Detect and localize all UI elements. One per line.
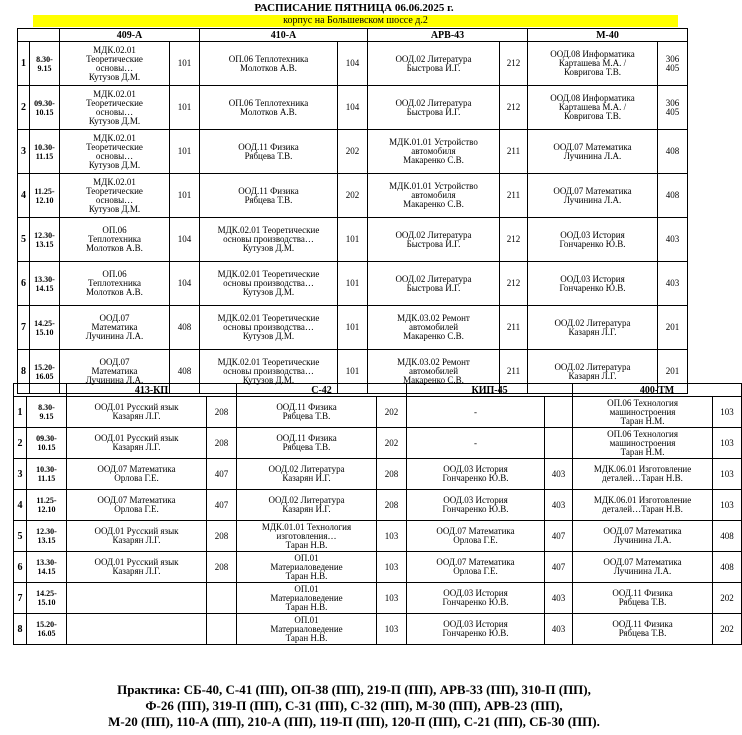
lesson-subject <box>60 130 170 174</box>
subject-text: - <box>474 406 478 417</box>
lesson-subject <box>67 614 207 645</box>
lesson-subject <box>60 42 170 86</box>
subject-text: ООД.01 Русский язык Казарян Л.Г. <box>94 433 179 452</box>
lesson-subject <box>573 583 713 614</box>
lesson-subject <box>200 42 338 86</box>
table-row <box>14 459 742 490</box>
subject-text: ООД.02 Литература Казарян И.Г. <box>268 464 345 483</box>
lesson-subject <box>368 86 500 130</box>
subject-text: ОП.06 Теплотехника Молотков А.В. <box>86 269 143 297</box>
lesson-number: 5 <box>18 218 30 262</box>
lesson-number: 8 <box>14 614 27 645</box>
room-number: 407 <box>545 552 573 583</box>
room-number <box>207 614 237 645</box>
room-number: 104 <box>338 42 368 86</box>
room-number: 306 405 <box>658 42 688 86</box>
room-number: 403 <box>658 262 688 306</box>
room-number: 212 <box>500 42 528 86</box>
subject-text: ООД.03 История Гончаренко Ю.В. <box>442 495 509 514</box>
subject-text: МДК.02.01 Теоретические основы производства… Кутузов Д.М. <box>217 313 320 341</box>
room-number: 202 <box>377 397 407 428</box>
subject-text: - <box>474 437 478 448</box>
lesson-subject <box>237 614 377 645</box>
lesson-subject <box>60 218 170 262</box>
lesson-time: 10.30- 11.15 <box>27 459 67 490</box>
lesson-subject <box>200 130 338 174</box>
lesson-time: 13.30- 14.15 <box>27 552 67 583</box>
lesson-time: 13.30- 14.15 <box>30 262 60 306</box>
room-number: 208 <box>207 552 237 583</box>
table-row <box>18 130 688 174</box>
subject-text: ООД.08 Информатика Карташева М.А. / Ковригова Т.В. <box>550 49 635 77</box>
room-number: 103 <box>377 583 407 614</box>
practice-line: Практика: СБ-40, С-41 (ПП), ОП-38 (ПП), 219-П (ПП), АРВ-33 (ПП), 310-П (ПП), <box>117 682 591 697</box>
lesson-subject <box>67 521 207 552</box>
subject-text: ООД.03 История Гончаренко Ю.В. <box>559 273 626 293</box>
table-row <box>18 86 688 130</box>
lesson-subject <box>573 552 713 583</box>
subject-text: МДК.02.01 Теоретические основы производства… Кутузов Д.М. <box>217 269 320 297</box>
lesson-subject <box>407 614 545 645</box>
room-number: 403 <box>545 490 573 521</box>
practice-line: М-20 (ПП), 110-А (ПП), 210-А (ПП), 119-П (ПП), 120-П (ПП), С-21 (ПП), СБ-30 (ПП). <box>108 714 600 729</box>
lesson-number: 6 <box>18 262 30 306</box>
group-header: 413-КП <box>67 384 237 397</box>
lesson-number: 4 <box>14 490 27 521</box>
lesson-subject <box>573 490 713 521</box>
room-number: 306 405 <box>658 86 688 130</box>
lesson-subject <box>67 552 207 583</box>
header-row <box>18 29 688 42</box>
lesson-time: 8.30- 9.15 <box>30 42 60 86</box>
subject-text: ООД.03 История Гончаренко Ю.В. <box>442 588 509 607</box>
lesson-number: 7 <box>14 583 27 614</box>
room-number: 211 <box>500 306 528 350</box>
lesson-time: 11.25- 12.10 <box>30 174 60 218</box>
lesson-subject <box>528 262 658 306</box>
room-number: 208 <box>207 428 237 459</box>
lesson-subject <box>60 174 170 218</box>
room-number: 101 <box>170 174 200 218</box>
subject-text: ООД.07 Математика Орлова Г.Е. <box>97 464 176 483</box>
lesson-time: 14.25- 15.10 <box>30 306 60 350</box>
room-number: 101 <box>170 130 200 174</box>
room-number: 103 <box>713 397 742 428</box>
subject-text: ООД.02 Литература Быстрова И.Г. <box>395 229 472 249</box>
practice-line: Ф-26 (ПП), 319-П (ПП), С-31 (ПП), С-32 (ПП), М-30 (ПП), АРВ-23 (ПП), <box>145 698 563 713</box>
schedule-table-2 <box>13 383 742 645</box>
subject-text: ООД.03 История Гончаренко Ю.В. <box>442 619 509 638</box>
room-number: 208 <box>377 490 407 521</box>
lesson-subject <box>67 428 207 459</box>
room-number: 408 <box>170 306 200 350</box>
room-number: 104 <box>170 262 200 306</box>
lesson-number: 5 <box>14 521 27 552</box>
lesson-subject <box>407 428 545 459</box>
room-number: 103 <box>713 428 742 459</box>
lesson-number: 2 <box>18 86 30 130</box>
room-number: 403 <box>658 218 688 262</box>
lesson-time: 8.30- 9.15 <box>27 397 67 428</box>
lesson-subject <box>407 521 545 552</box>
subject-text: МДК.03.02 Ремонт автомобилей Макаренко С.В. <box>397 357 470 385</box>
subject-text: МДК.06.01 Изготовление деталей…Таран Н.В. <box>593 495 692 514</box>
subject-text: ОП.01 Материаловедение Таран Н.В. <box>270 583 343 612</box>
lesson-subject <box>60 306 170 350</box>
lesson-time: 11.25- 12.10 <box>27 490 67 521</box>
lesson-subject <box>368 174 500 218</box>
subject-text: МДК.02.01 Теоретические основы… Кутузов Д.М. <box>86 176 143 214</box>
lesson-subject <box>237 552 377 583</box>
subject-text: МДК.02.01 Теоретические основы производства… Кутузов Д.М. <box>217 225 320 253</box>
subject-text: МДК.02.01 Теоретические основы… Кутузов Д.М. <box>86 44 143 82</box>
schedule-table-1 <box>17 28 688 394</box>
lesson-subject <box>407 490 545 521</box>
subject-text: ООД.11 Физика Рябцева Т.В. <box>276 433 337 452</box>
room-number <box>545 428 573 459</box>
room-number: 201 <box>658 306 688 350</box>
subject-text: ОП.06 Теплотехника Молотков А.В. <box>228 97 309 117</box>
lesson-subject <box>237 583 377 614</box>
header-row <box>14 384 742 397</box>
table-row <box>14 397 742 428</box>
room-number: 101 <box>170 86 200 130</box>
lesson-subject <box>528 306 658 350</box>
lesson-subject <box>60 86 170 130</box>
subject-text: МДК.06.01 Изготовление деталей…Таран Н.В. <box>593 464 692 483</box>
room-number: 208 <box>377 459 407 490</box>
subject-text: ООД.02 Литература Быстрова И.Г. <box>395 273 472 293</box>
lesson-subject <box>407 552 545 583</box>
lesson-subject <box>67 397 207 428</box>
subject-text: ООД.07 Математика Лучинина Л.А. <box>603 526 682 545</box>
room-number: 211 <box>500 174 528 218</box>
room-number: 202 <box>377 428 407 459</box>
lesson-time: 15.20- 16.05 <box>30 350 60 394</box>
subject-text: ООД.01 Русский язык Казарян Л.Г. <box>94 402 179 421</box>
group-header: 410-А <box>200 29 368 42</box>
room-number: 212 <box>500 86 528 130</box>
lesson-time: 10.30- 11.15 <box>30 130 60 174</box>
lesson-number: 8 <box>18 350 30 394</box>
table-row <box>14 552 742 583</box>
subject-text: МДК.02.01 Теоретические основы производства… Кутузов Д.М. <box>217 357 320 385</box>
lesson-subject <box>407 459 545 490</box>
room-number: 101 <box>338 350 368 394</box>
lesson-subject <box>200 306 338 350</box>
lesson-time: 12.30- 13.15 <box>30 218 60 262</box>
group-header: 409-А <box>60 29 200 42</box>
subject-text: ОП.06 Теплотехника Молотков А.В. <box>86 225 143 253</box>
lesson-subject <box>200 174 338 218</box>
lesson-time: 14.25- 15.10 <box>27 583 67 614</box>
lesson-subject <box>407 583 545 614</box>
lesson-subject <box>368 130 500 174</box>
lesson-subject <box>368 306 500 350</box>
room-number: 407 <box>207 490 237 521</box>
room-number: 103 <box>377 552 407 583</box>
subject-text: ООД.07 Математика Орлова Г.Е. <box>436 557 515 576</box>
lesson-number: 6 <box>14 552 27 583</box>
table-row <box>18 218 688 262</box>
subject-text: ООД.11 Физика Рябцева Т.В. <box>612 588 673 607</box>
group-header: С-42 <box>237 384 407 397</box>
subject-text: ООД.03 История Гончаренко Ю.В. <box>559 229 626 249</box>
room-number: 407 <box>545 521 573 552</box>
subject-text: МДК.02.01 Теоретические основы… Кутузов Д.М. <box>86 88 143 126</box>
room-number: 103 <box>377 521 407 552</box>
room-number: 101 <box>338 306 368 350</box>
lesson-subject <box>528 42 658 86</box>
table-row <box>18 306 688 350</box>
room-number: 212 <box>500 218 528 262</box>
lesson-subject <box>528 174 658 218</box>
subject-text: ООД.02 Литература Быстрова И.Г. <box>395 97 472 117</box>
room-number <box>207 583 237 614</box>
room-number: 408 <box>170 350 200 394</box>
table-row <box>14 521 742 552</box>
room-number: 103 <box>713 490 742 521</box>
lesson-subject <box>200 218 338 262</box>
group-header: КИП-45 <box>407 384 573 397</box>
table-row <box>14 428 742 459</box>
lesson-subject <box>60 262 170 306</box>
lesson-number: 7 <box>18 306 30 350</box>
subject-text: МДК.01.01 Технология изготовления… Таран Н.В. <box>261 521 352 550</box>
lesson-time: 12.30- 13.15 <box>27 521 67 552</box>
lesson-number: 1 <box>14 397 27 428</box>
subject-text: ООД.07 Математика Орлова Г.Е. <box>97 495 176 514</box>
subject-text: ООД.07 Математика Лучинина Л.А. <box>603 557 682 576</box>
subject-text: ОП.06 Теплотехника Молотков А.В. <box>228 53 309 73</box>
room-number: 104 <box>338 86 368 130</box>
room-number: 403 <box>545 583 573 614</box>
table-row <box>18 262 688 306</box>
lesson-number: 4 <box>18 174 30 218</box>
subject-text: ООД.02 Литература Казарян Л.Г. <box>554 361 631 381</box>
room-number: 408 <box>713 521 742 552</box>
subject-text: МДК.01.01 Устройство автомобиля Макаренко С.В. <box>389 181 478 209</box>
subject-text: ООД.07 Математика Лучинина Л.А. <box>85 313 144 341</box>
room-number: 104 <box>170 218 200 262</box>
subject-text: ООД.01 Русский язык Казарян Л.Г. <box>94 526 179 545</box>
room-number: 202 <box>713 583 742 614</box>
room-number: 101 <box>338 262 368 306</box>
subject-text: ООД.11 Физика Рябцева Т.В. <box>238 141 299 161</box>
lesson-number: 2 <box>14 428 27 459</box>
room-number: 408 <box>658 130 688 174</box>
lesson-subject <box>528 86 658 130</box>
subject-text: ОП.06 Технология машиностроения Таран Н.М. <box>607 428 678 457</box>
room-number: 101 <box>170 42 200 86</box>
group-header: 400-ТМ <box>573 384 742 397</box>
subject-text: ОП.06 Технология машиностроения Таран Н.М. <box>607 397 678 426</box>
subject-text: ОП.01 Материаловедение Таран Н.В. <box>270 614 343 643</box>
subject-text: ООД.07 Математика Лучинина Л.А. <box>85 357 144 385</box>
lesson-subject <box>67 459 207 490</box>
lesson-subject <box>237 459 377 490</box>
subject-text: ООД.02 Литература Быстрова И.Г. <box>395 53 472 73</box>
subject-text: ООД.11 Физика Рябцева Т.В. <box>612 619 673 638</box>
lesson-subject <box>368 42 500 86</box>
lesson-subject <box>67 583 207 614</box>
subject-text: МДК.01.01 Устройство автомобиля Макаренко С.В. <box>389 137 478 165</box>
room-number: 408 <box>658 174 688 218</box>
lesson-subject <box>200 262 338 306</box>
lesson-subject <box>67 490 207 521</box>
lesson-time: 15.20- 16.05 <box>27 614 67 645</box>
table-row <box>18 174 688 218</box>
room-number: 202 <box>338 130 368 174</box>
lesson-number: 3 <box>18 130 30 174</box>
lesson-subject <box>573 397 713 428</box>
subject-text: ООД.08 Информатика Карташева М.А. / Ковригова Т.В. <box>550 93 635 121</box>
room-number: 208 <box>207 397 237 428</box>
table-row <box>18 42 688 86</box>
room-number: 202 <box>713 614 742 645</box>
table-row <box>14 614 742 645</box>
group-header: АРВ-43 <box>368 29 528 42</box>
room-number: 103 <box>713 459 742 490</box>
header-corner <box>18 29 60 42</box>
room-number: 208 <box>207 521 237 552</box>
lesson-time: 09.30- 10.15 <box>30 86 60 130</box>
lesson-subject <box>573 614 713 645</box>
table-row <box>14 490 742 521</box>
lesson-number: 1 <box>18 42 30 86</box>
lesson-subject <box>237 397 377 428</box>
lesson-subject <box>368 262 500 306</box>
subject-text: ООД.03 История Гончаренко Ю.В. <box>442 464 509 483</box>
subject-text: ООД.01 Русский язык Казарян Л.Г. <box>94 557 179 576</box>
room-number: 408 <box>713 552 742 583</box>
lesson-subject <box>528 130 658 174</box>
room-number <box>545 397 573 428</box>
room-number: 403 <box>545 459 573 490</box>
lesson-subject <box>407 397 545 428</box>
lesson-subject <box>237 521 377 552</box>
room-number: 202 <box>338 174 368 218</box>
subject-text: ООД.07 Математика Орлова Г.Е. <box>436 526 515 545</box>
lesson-subject <box>200 86 338 130</box>
lesson-subject <box>573 459 713 490</box>
building-subtitle: корпус на Большевском шоссе д.2 <box>33 15 678 27</box>
table-row <box>14 583 742 614</box>
practice-note <box>0 682 708 730</box>
room-number: 211 <box>500 130 528 174</box>
lesson-number: 3 <box>14 459 27 490</box>
subject-text: ОП.01 Материаловедение Таран Н.В. <box>270 552 343 581</box>
subject-text: МДК.02.01 Теоретические основы… Кутузов Д.М. <box>86 132 143 170</box>
subject-text: ООД.02 Литература Казарян Л.Г. <box>554 317 631 337</box>
lesson-subject <box>528 218 658 262</box>
room-number: 212 <box>500 262 528 306</box>
subject-text: ООД.02 Литература Казарян И.Г. <box>268 495 345 514</box>
lesson-subject <box>368 218 500 262</box>
lesson-subject <box>237 490 377 521</box>
subject-text: ООД.07 Математика Лучинина Л.А. <box>553 185 632 205</box>
room-number: 103 <box>377 614 407 645</box>
room-number: 403 <box>545 614 573 645</box>
room-number: 407 <box>207 459 237 490</box>
subject-text: ООД.11 Физика Рябцева Т.В. <box>238 185 299 205</box>
header-corner <box>14 384 67 397</box>
lesson-time: 09.30- 10.15 <box>27 428 67 459</box>
lesson-subject <box>237 428 377 459</box>
group-header: М-40 <box>528 29 688 42</box>
lesson-subject <box>573 521 713 552</box>
page-title: РАСПИСАНИЕ ПЯТНИЦА 06.06.2025 г. <box>254 2 454 14</box>
subject-text: ООД.11 Физика Рябцева Т.В. <box>276 402 337 421</box>
subject-text: МДК.03.02 Ремонт автомобилей Макаренко С.В. <box>397 313 470 341</box>
room-number: 201 <box>658 350 688 394</box>
room-number: 101 <box>338 218 368 262</box>
room-number: 211 <box>500 350 528 394</box>
subject-text: ООД.07 Математика Лучинина Л.А. <box>553 141 632 161</box>
lesson-subject <box>573 428 713 459</box>
